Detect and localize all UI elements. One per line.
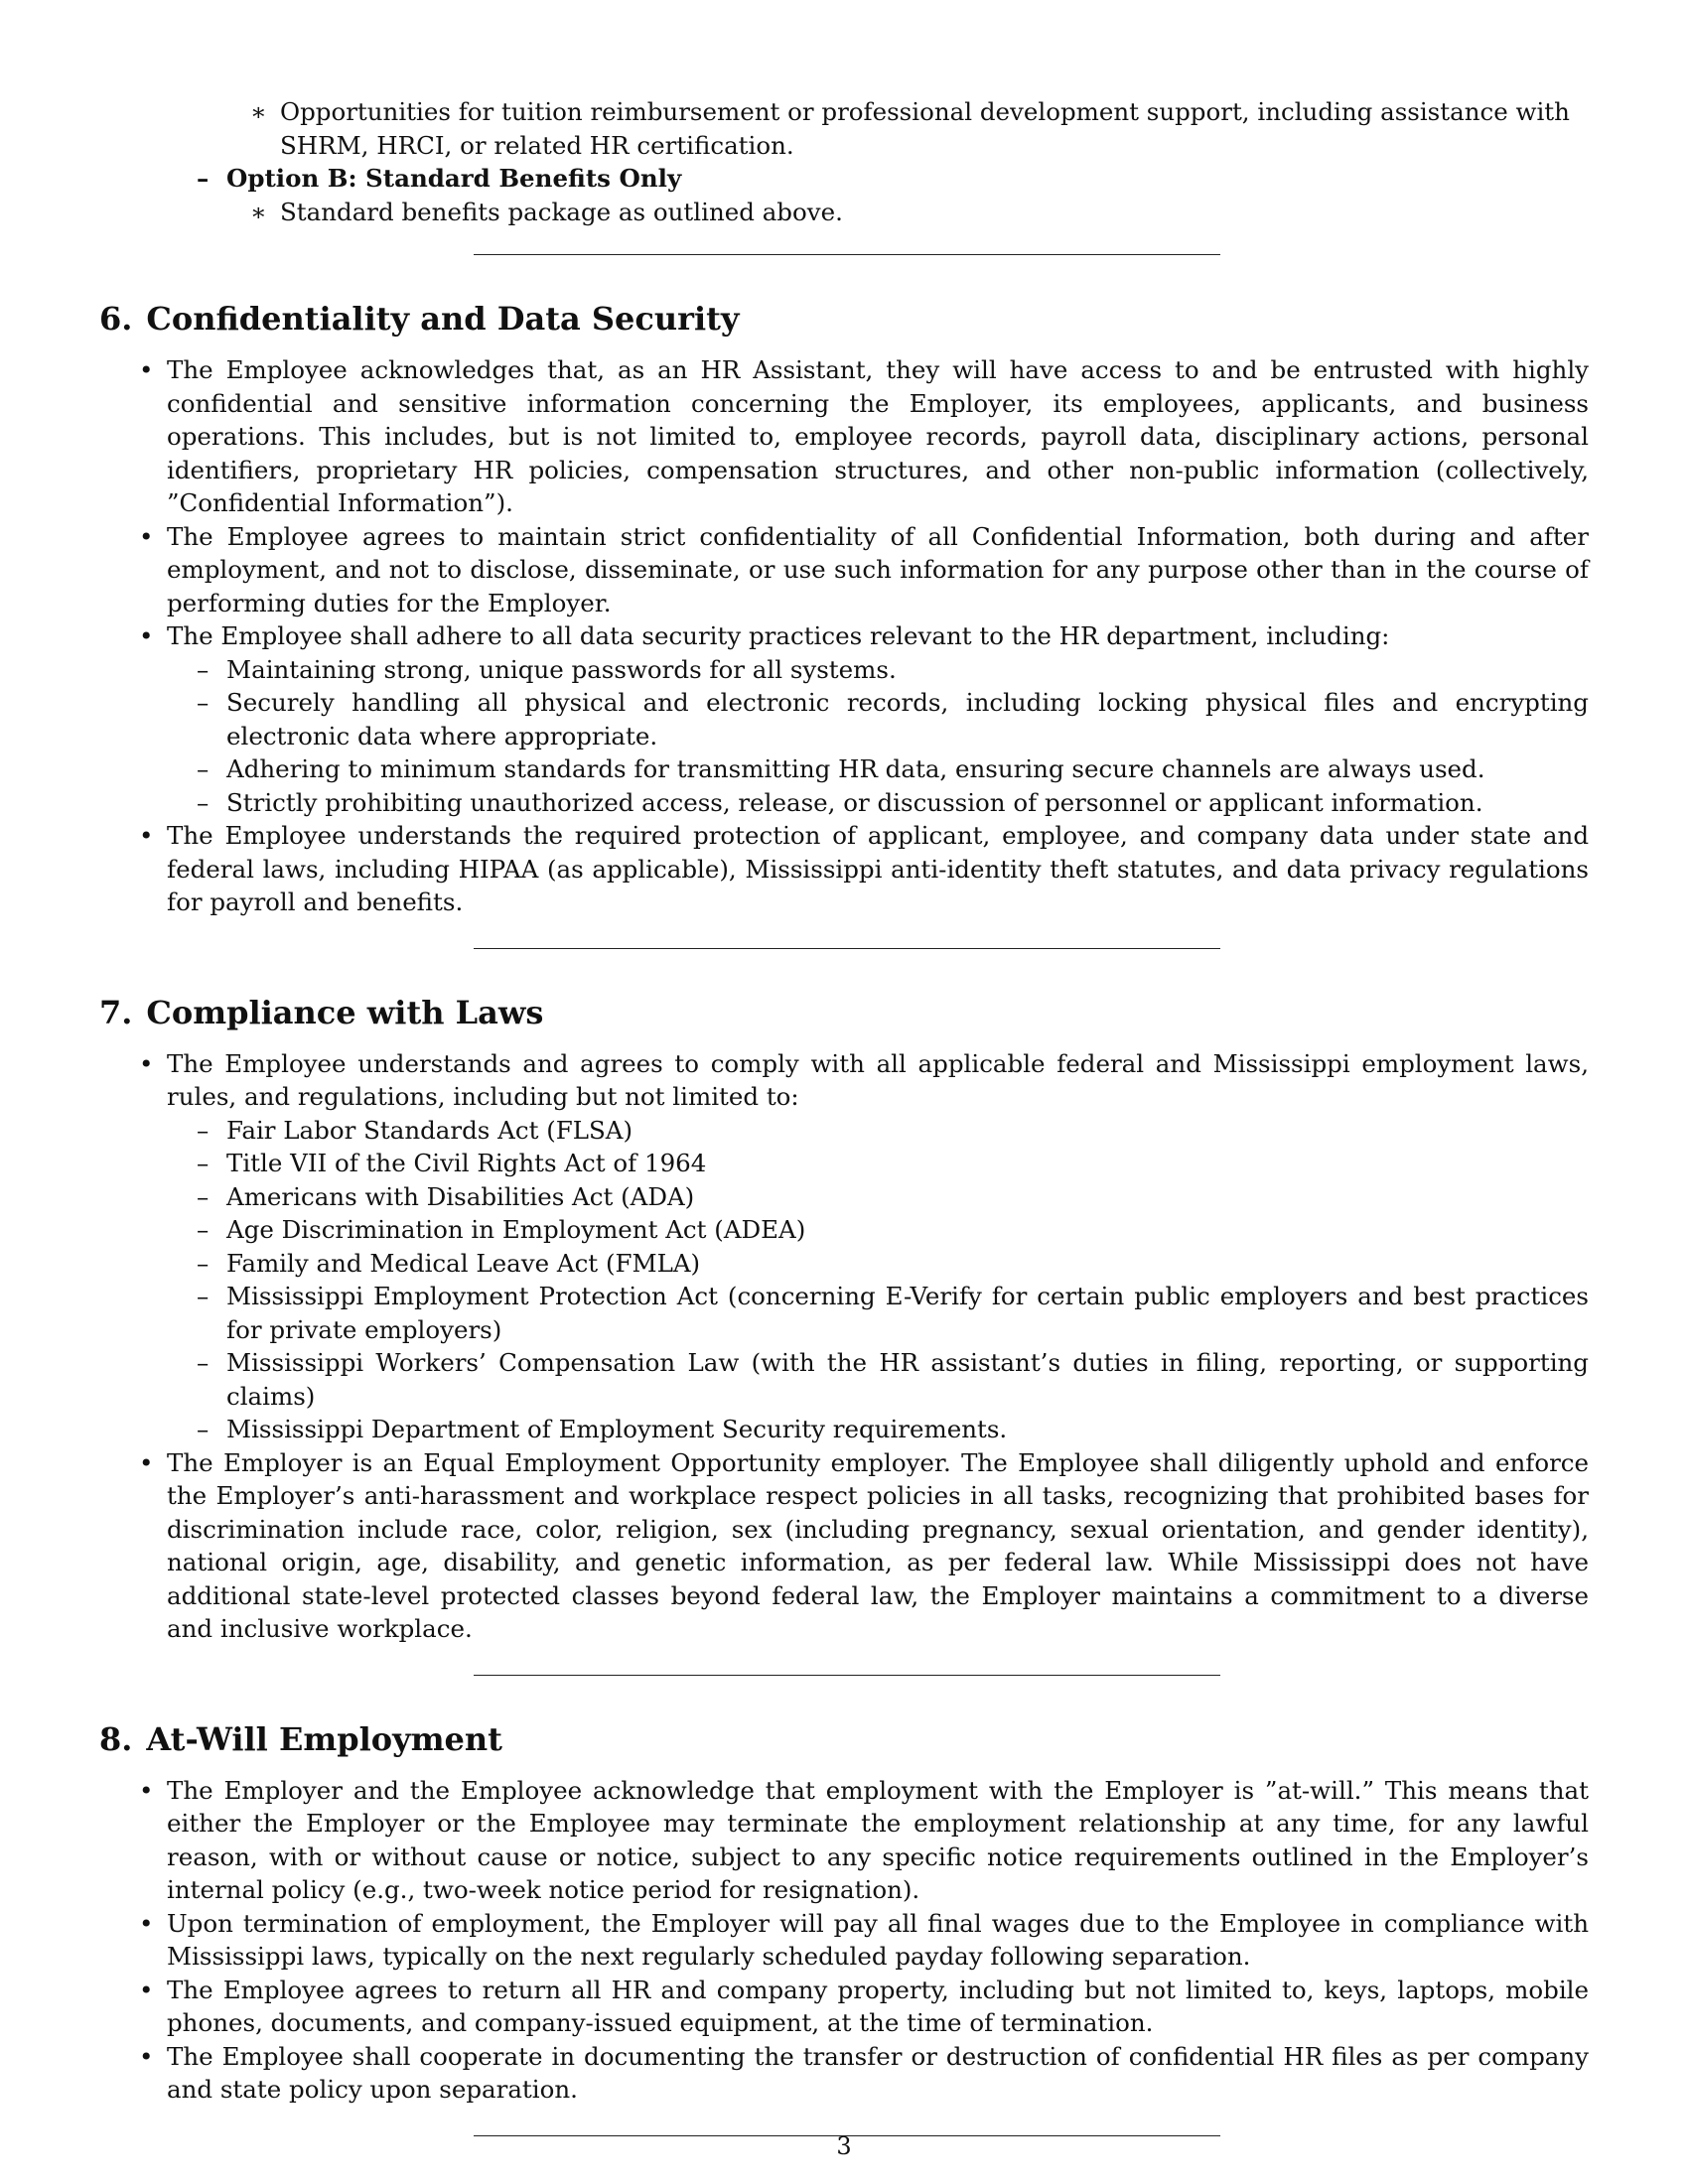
option-b-label: – Option B: Standard Benefits Only <box>99 162 1589 196</box>
list-item-text: The Employee understands and agrees to comply with all applicable federal and Mississippi employment laws, rules, and regulations, including but not limited to: <box>167 1048 1589 1111</box>
intro-option-list <box>99 162 1589 196</box>
option-b-sub-list <box>99 196 1589 229</box>
sub-list-item: – Securely handling all physical and electronic records, including locking physical files and encrypting electronic data where appropriate. <box>167 686 1589 752</box>
list-item: • The Employer is an Equal Employment Opportunity employer. The Employee shall diligently uphold and enforce the Employer’s anti-harassment and workplace respect policies in all tasks, recognizing that prohibited bases for discrimination include race, color, religion, sex (including pregnancy, sexual orientation, and gender identity), national origin, age, disability, and genetic information, as per federal law. While Mississippi does not have additional state-level protected classes beyond federal law, the Employer maintains a commitment to a diverse and inclusive workplace. <box>99 1446 1589 1646</box>
section-divider <box>474 254 1220 255</box>
sub-list-item: – Strictly prohibiting unauthorized access, release, or discussion of personnel or applicant information. <box>167 786 1589 820</box>
sub-list-item: – Americans with Disabilities Act (ADA) <box>167 1180 1589 1214</box>
section-8-heading <box>99 1719 1589 1759</box>
page-number: 3 <box>836 2132 852 2160</box>
section-title: At-Will Employment <box>146 1719 502 1758</box>
sub-list-item: – Mississippi Workers’ Compensation Law (with the HR assistant’s duties in filing, reporting, or supporting claims) <box>167 1346 1589 1413</box>
list-item: • Upon termination of employment, the Employer will pay all final wages due to the Employee in compliance with Mississippi laws, typically on the next regularly scheduled payday following separation. <box>99 1907 1589 1974</box>
section-6-list <box>99 353 1589 919</box>
list-item: • The Employee agrees to maintain strict confidentiality of all Confidential Information, both during and after employment, and not to disclose, disseminate, or use such information for any purpose other than in the course of performing duties for the Employer. <box>99 520 1589 620</box>
list-item: • The Employee understands the required protection of applicant, employee, and company data under state and federal laws, including HIPAA (as applicable), Mississippi anti-identity theft statutes, and data privacy regulations for payroll and benefits. <box>99 819 1589 919</box>
list-item: • The Employer and the Employee acknowledge that employment with the Employer is ”at-will.” This means that either the Employer or the Employee may terminate the employment relationship at any time, for any lawful reason, with or without cause or notice, subject to any specific notice requirements outlined in the Employer’s internal policy (e.g., two-week notice period for resignation). <box>99 1774 1589 1907</box>
sub-list-item: – Adhering to minimum standards for transmitting HR data, ensuring secure channels are always used. <box>167 752 1589 786</box>
sub-list-item: – Fair Labor Standards Act (FLSA) <box>167 1114 1589 1148</box>
section-7-heading <box>99 993 1589 1032</box>
security-practices-list <box>167 653 1589 820</box>
sub-list-item: – Family and Medical Leave Act (FMLA) <box>167 1247 1589 1281</box>
list-item <box>99 619 1589 819</box>
intro-sub-list <box>99 95 1589 162</box>
section-7-list <box>99 1047 1589 1646</box>
section-number: 6. <box>99 300 133 338</box>
laws-list <box>167 1114 1589 1446</box>
list-item: • The Employee acknowledges that, as an HR Assistant, they will have access to and be entrusted with highly confidential and sensitive information concerning the Employer, its employees, applicants, and business operations. This includes, but is not limited to, employee records, payroll data, disciplinary actions, personal identifiers, proprietary HR policies, compensation structures, and other non-public information (collectively, ”Confidential Information”). <box>99 353 1589 520</box>
sub-list-item: – Mississippi Department of Employment Security requirements. <box>167 1413 1589 1446</box>
list-item: ∗ Opportunities for tuition reimbursement or professional development support, including assistance with SHRM, HRCI, or related HR certification. <box>99 95 1589 162</box>
sub-list-item: – Mississippi Employment Protection Act (concerning E-Verify for certain public employers and best practices for private employers) <box>167 1280 1589 1346</box>
list-item: • The Employee shall cooperate in documenting the transfer or destruction of confidential HR files as per company and state policy upon separation. <box>99 2040 1589 2107</box>
section-number: 8. <box>99 1719 133 1758</box>
section-8-list <box>99 1774 1589 2107</box>
sub-list-item: – Title VII of the Civil Rights Act of 1964 <box>167 1147 1589 1180</box>
sub-list-item: – Age Discrimination in Employment Act (ADEA) <box>167 1213 1589 1247</box>
section-title: Compliance with Laws <box>146 993 544 1031</box>
sub-list-item: – Maintaining strong, unique passwords for all systems. <box>167 653 1589 687</box>
section-divider <box>474 948 1220 949</box>
section-number: 7. <box>99 993 133 1031</box>
section-6-heading <box>99 299 1589 339</box>
list-item: ∗ Standard benefits package as outlined above. <box>99 196 1589 229</box>
list-item <box>99 1047 1589 1446</box>
section-title: Confidentiality and Data Security <box>146 300 740 338</box>
section-divider <box>474 1675 1220 1676</box>
list-item: • The Employee agrees to return all HR and company property, including but not limited to, keys, laptops, mobile phones, documents, and company-issued equipment, at the time of termination. <box>99 1974 1589 2040</box>
list-item-text: The Employee shall adhere to all data security practices relevant to the HR department, including: <box>167 621 1390 650</box>
page-content <box>99 95 1589 2180</box>
